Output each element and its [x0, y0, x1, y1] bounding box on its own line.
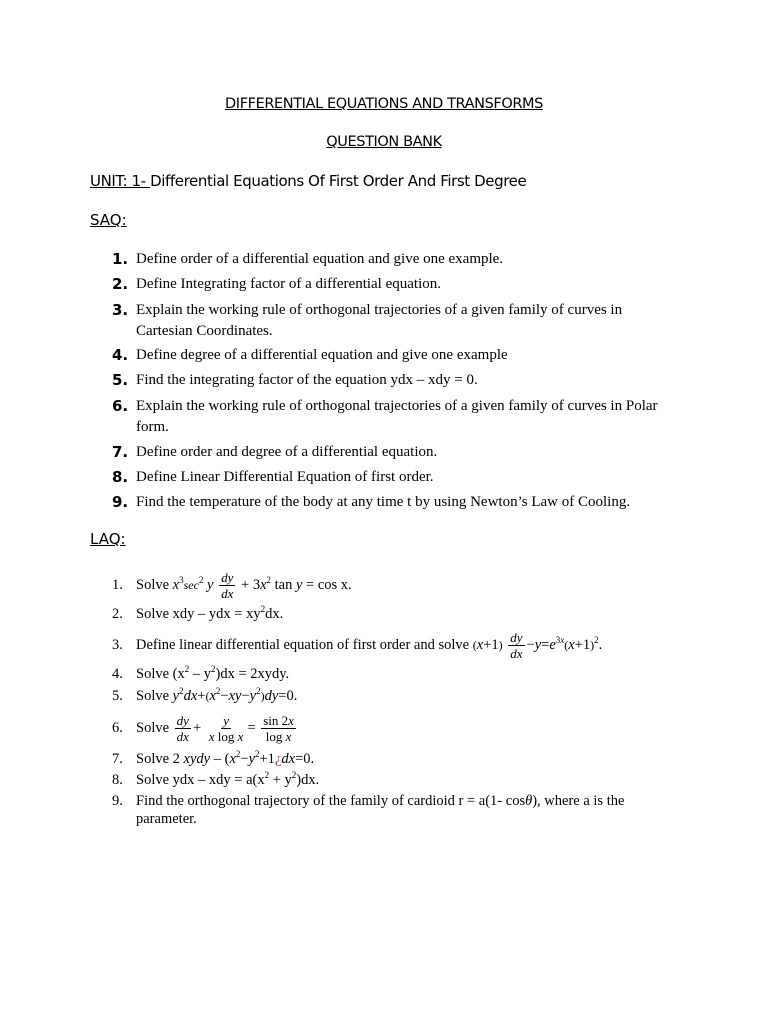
laq-equation: Solve $x^3\sec^2$ y $\frac{dy}{dx}$ + $3x^2$ tan y = cos x.: [136, 569, 352, 601]
laq-item: 6. Solve $\frac{dy}{dx}$ + $\frac{y}{\text{x log x}}$ = $\frac{\sin 2x}{\text{log x}}$: [112, 712, 294, 744]
saq-item: 6. Explain the working rule of orthogonal trajectories of a given family of curves in Polar form.: [112, 397, 658, 435]
document-subtitle: QUESTION BANK: [326, 134, 442, 150]
saq-item: 2. Define Integrating factor of a differential equation.: [112, 275, 442, 293]
saq-item: 9. Find the temperature of the body at any time t by using Newton’s Law of Cooling.: [112, 493, 631, 511]
laq-item: 5. Solve $y^2dx+(x^2-xy-y^2)dy=0$.: [112, 686, 298, 704]
unit-name: Differential Equations Of First Order And First Degree: [150, 172, 527, 190]
laq-item: 8. Solve ydx – xdy = $a(x^2 + y^2)dx$.: [112, 770, 320, 788]
laq-item: 1. Solve $x^3\sec^2$ y $\frac{dy}{dx}$ + $3x^2$ tan y = cos x.: [112, 566, 672, 604]
unit-heading: [90, 172, 526, 190]
laq-item: 9. Find the orthogonal trajectory of the family of cardioid r = a(1- cosθ), where a is the parameter.: [112, 793, 625, 827]
saq-item: 8. Define Linear Differential Equation of first order.: [112, 468, 434, 486]
unit-prefix: UNIT: 1-: [90, 172, 151, 190]
laq-item: 4. Solve $(x^2 - y^2)dx$ = 2xydy.: [112, 664, 290, 682]
laq-item: 7. Solve 2 xydy – ($x^2-y^2+1¿dx=0$.: [112, 749, 315, 767]
laq-item: 3. Define linear differential equation of first order and solve (x+1) $\frac{dy}{dx}$ $-y=e^{3x}(x+1)^2$.: [112, 629, 603, 661]
saq-heading: SAQ:: [90, 211, 127, 229]
laq-heading: LAQ:: [90, 530, 126, 548]
saq-item: 4. Define degree of a differential equation and give one example: [112, 346, 508, 364]
laq-item: 2. Solve xdy – ydx = $xy^2dx$.: [112, 604, 284, 622]
saq-item: 3. Explain the working rule of orthogonal trajectories of a given family of curves in Cartesian Coordinates.: [112, 301, 623, 339]
saq-item: 7. Define order and degree of a differential equation.: [112, 443, 438, 461]
saq-item: 1. Define order of a differential equation and give one example.: [112, 250, 504, 268]
document-title: DIFFERENTIAL EQUATIONS AND TRANSFORMS: [225, 96, 543, 112]
saq-item: 5. Find the integrating factor of the equation ydx – xdy = 0.: [112, 371, 478, 389]
